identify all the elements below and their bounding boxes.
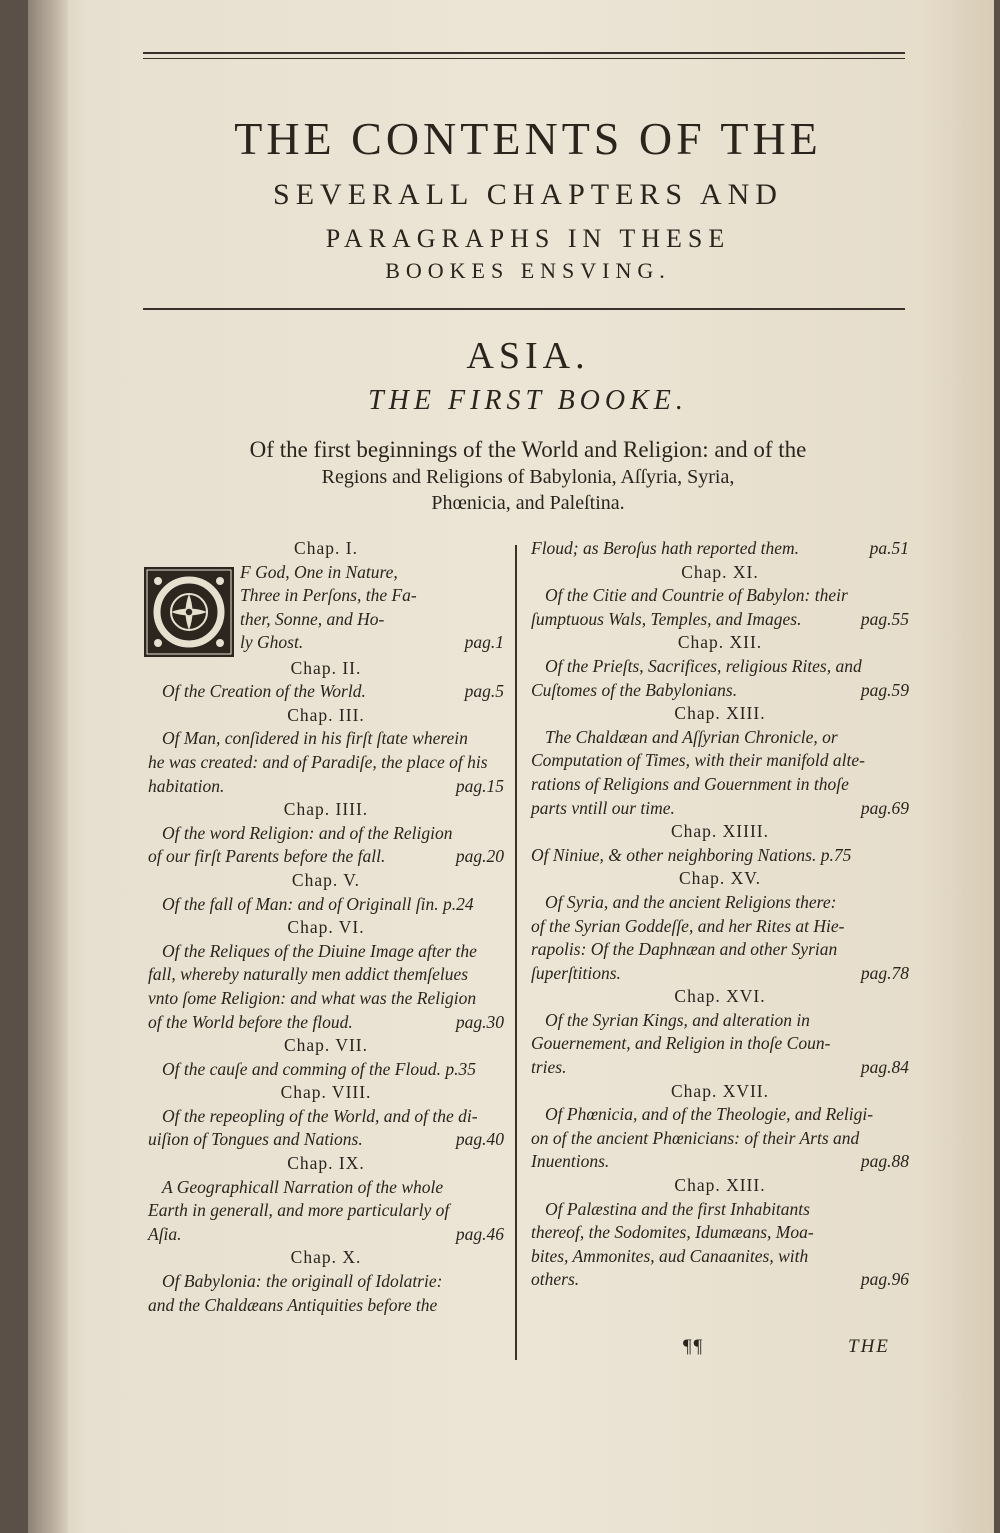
entry-line: Of Phœnicia, and of the Theologie, and Religi- xyxy=(545,1104,874,1125)
chapter-9-entry xyxy=(148,1176,504,1247)
entry-line: Of Palæstina and the first Inhabitants xyxy=(545,1198,810,1219)
chapter-heading: Chap. IIII. xyxy=(283,799,369,820)
entry-line: Of the Prieſts, Sacrifices, religious Rites, and xyxy=(545,655,862,676)
entry-line: Of the word Religion: and of the Religion xyxy=(162,822,453,843)
page-ref: pag.40 xyxy=(455,1129,504,1150)
left-column xyxy=(148,537,504,1317)
top-rule-thin xyxy=(143,58,905,59)
chapter-heading: Chap. XI. xyxy=(681,561,759,582)
entry-line: Of Babylonia: the originall of Idolatrie: xyxy=(162,1271,443,1292)
page-ref: p.35 xyxy=(445,1058,476,1079)
chapter-7-entry xyxy=(148,1058,504,1082)
chapter-10-entry xyxy=(148,1270,504,1317)
chapter-16-entry xyxy=(531,1009,909,1080)
entry-line: Of the cauſe and comming of the Floud. xyxy=(162,1058,441,1079)
book-description-line-2: Regions and Religions of Babylonia, Aſſyria, Syria, xyxy=(321,466,735,488)
title-line-4: BOOKES ENSVING. xyxy=(385,258,671,283)
chapter-18-entry xyxy=(531,1198,909,1292)
top-rule xyxy=(143,52,905,54)
chapter-5-entry xyxy=(148,893,504,917)
page-ref: pag.78 xyxy=(860,962,909,983)
page-ref: pag.88 xyxy=(860,1151,909,1172)
entry-line: ther, Sonne, and Ho- xyxy=(240,608,385,629)
page-ref: pag.96 xyxy=(860,1269,909,1290)
chapter-heading: Chap. VII. xyxy=(283,1035,369,1056)
page-ref: pa.51 xyxy=(869,538,909,558)
entry-line: Of the Reliques of the Diuine Image after the xyxy=(162,940,477,961)
chapter-heading: Chap. VI. xyxy=(287,917,365,938)
page-ref: pag.55 xyxy=(860,608,909,629)
entry-line: Of Syria, and the ancient Religions there: xyxy=(545,891,837,912)
entry-line: parts vntill our time. xyxy=(531,797,675,818)
entry-line: ſumptuous Wals, Temples, and Images. xyxy=(531,608,802,629)
entry-line: tries. xyxy=(531,1057,567,1078)
chapter-heading: Chap. III. xyxy=(287,704,365,725)
signature-mark: ¶¶ xyxy=(683,1336,705,1357)
decorated-initial-o-icon xyxy=(144,567,234,657)
entry-line: rapolis: Of the Daphnæan and other Syrian xyxy=(531,939,838,960)
chapter-heading: Chap. V. xyxy=(291,869,361,890)
title-line-3: PARAGRAPHS IN THESE xyxy=(325,224,731,253)
entry-line: Of Niniue, & other neighboring Nations. xyxy=(531,844,817,865)
page-ref: p.75 xyxy=(820,844,852,865)
title-line-1: THE CONTENTS OF THE xyxy=(234,113,822,164)
entry-line: fall, whereby naturally men addict themſelues xyxy=(148,964,469,985)
page-ref: pag.69 xyxy=(860,797,909,818)
entry-line: A Geographicall Narration of the whole xyxy=(162,1176,444,1197)
entry-line: of the World before the floud. xyxy=(148,1011,353,1032)
catchword: THE xyxy=(848,1336,890,1357)
entry-line: rations of Religions and Gouernment in thoſe xyxy=(531,773,849,794)
chapter-heading: Chap. XII. xyxy=(677,632,763,653)
chapter-heading: Chap. VIII. xyxy=(280,1082,372,1103)
entry-line: thereof, the Sodomites, Idumæans, Moa- xyxy=(531,1222,814,1243)
chapter-heading: Chap. X. xyxy=(290,1247,362,1268)
entry-line: vnto ſome Religion: and what was the Religion xyxy=(148,987,477,1008)
entry-line: Of the Syrian Kings, and alteration in xyxy=(545,1009,810,1030)
entry-line: habitation. xyxy=(148,775,225,796)
page-ref: pag.15 xyxy=(455,775,504,796)
entry-line: Earth in generall, and more particularly of xyxy=(148,1200,450,1221)
page-ref: pag.1 xyxy=(464,632,504,653)
chapter-3-entry xyxy=(148,727,504,798)
chapter-4-entry xyxy=(148,822,504,869)
entry-line: and the Chaldæans Antiquities before the xyxy=(148,1294,438,1315)
page-ref: pag.30 xyxy=(455,1011,504,1032)
title-rule xyxy=(143,308,905,310)
entry-line: Gouernement, and Religion in thoſe Coun- xyxy=(531,1033,831,1054)
page-ref: pag.46 xyxy=(455,1223,504,1244)
page-ref: pag.5 xyxy=(464,681,504,702)
chapter-12-entry xyxy=(531,655,909,702)
chapter-14-entry xyxy=(531,844,909,868)
chapter-2-entry xyxy=(148,680,504,704)
entry-line: Floud; as Beroſus hath reported them. xyxy=(531,538,799,558)
entry-line: of our firſt Parents before the fall. xyxy=(148,846,386,867)
entry-line: Aſia. xyxy=(148,1223,182,1244)
book-heading: THE FIRST BOOKE. xyxy=(368,385,688,416)
title-line-2: SEVERALL CHAPTERS AND xyxy=(273,178,783,211)
chapter-11-entry xyxy=(531,584,909,631)
entry-line: Of the repeopling of the World, and of the di- xyxy=(162,1105,478,1126)
entry-line: on of the ancient Phœnicians: of their Arts and xyxy=(531,1127,860,1148)
chapter-heading: Chap. XVI. xyxy=(674,986,766,1007)
page-ref: pag.20 xyxy=(455,846,504,867)
right-column xyxy=(531,537,909,1292)
chapter-10-entry-cont xyxy=(531,537,909,561)
chapter-heading: Chap. XIII. xyxy=(674,1175,766,1196)
entry-line: bites, Ammonites, aud Canaanites, with xyxy=(531,1245,809,1266)
entry-line: ſuperſtitions. xyxy=(531,962,621,983)
book-description-line-1: Of the first beginnings of the World and Religion: and of the xyxy=(249,437,807,462)
chapter-8-entry xyxy=(148,1105,504,1152)
chapter-heading: Chap. XIII. xyxy=(674,703,766,724)
entry-line: others. xyxy=(531,1269,580,1290)
chapter-17-entry xyxy=(531,1103,909,1174)
chapter-heading: Chap. XV. xyxy=(678,868,762,889)
entry-line: ly Ghost. xyxy=(240,632,304,653)
page-ref: pag.84 xyxy=(860,1057,909,1078)
chapter-heading: Chap. II. xyxy=(290,657,362,678)
entry-line: Computation of Times, with their manifold alte- xyxy=(531,750,865,771)
book-description-line-3: Phœnicia, and Paleſtina. xyxy=(431,492,625,514)
entry-line: he was created: and of Paradiſe, the place of his xyxy=(148,751,488,772)
chapter-15-entry xyxy=(531,891,909,985)
entry-line: Of the fall of Man: and of Originall ſin. xyxy=(162,893,439,914)
entry-line: of the Syrian Goddeſſe, and her Rites at Hie- xyxy=(531,915,845,936)
chapter-13-entry xyxy=(531,726,909,820)
entry-line: F God, One in Nature, xyxy=(240,561,398,582)
entry-line: Of Man, conſidered in his firſt ſtate wherein xyxy=(162,728,468,749)
entry-line: uiſion of Tongues and Nations. xyxy=(148,1129,363,1150)
region-heading: ASIA. xyxy=(466,335,590,377)
page-ref: p.24 xyxy=(442,893,474,914)
entry-line: Three in Perſons, the Fa- xyxy=(240,585,417,606)
entry-line: Cuſtomes of the Babylonians. xyxy=(531,679,738,700)
chapter-heading: Chap. XVII. xyxy=(671,1080,769,1101)
entry-line: The Chaldæan and Aſſyrian Chronicle, or xyxy=(545,726,838,747)
entry-line: Of the Citie and Countrie of Babylon: their xyxy=(545,585,848,606)
entry-line: Inuentions. xyxy=(531,1151,610,1172)
page-ref: pag.59 xyxy=(860,679,909,700)
book-page xyxy=(28,0,994,1533)
column-divider xyxy=(515,545,517,1360)
chapter-6-entry xyxy=(148,940,504,1034)
book-spine-shadow xyxy=(28,0,68,1533)
chapter-heading: Chap. I. xyxy=(294,538,358,558)
chapter-heading: Chap. IX. xyxy=(287,1153,365,1174)
chapter-heading: Chap. XIIII. xyxy=(670,821,769,842)
entry-line: Of the Creation of the World. xyxy=(162,681,366,702)
